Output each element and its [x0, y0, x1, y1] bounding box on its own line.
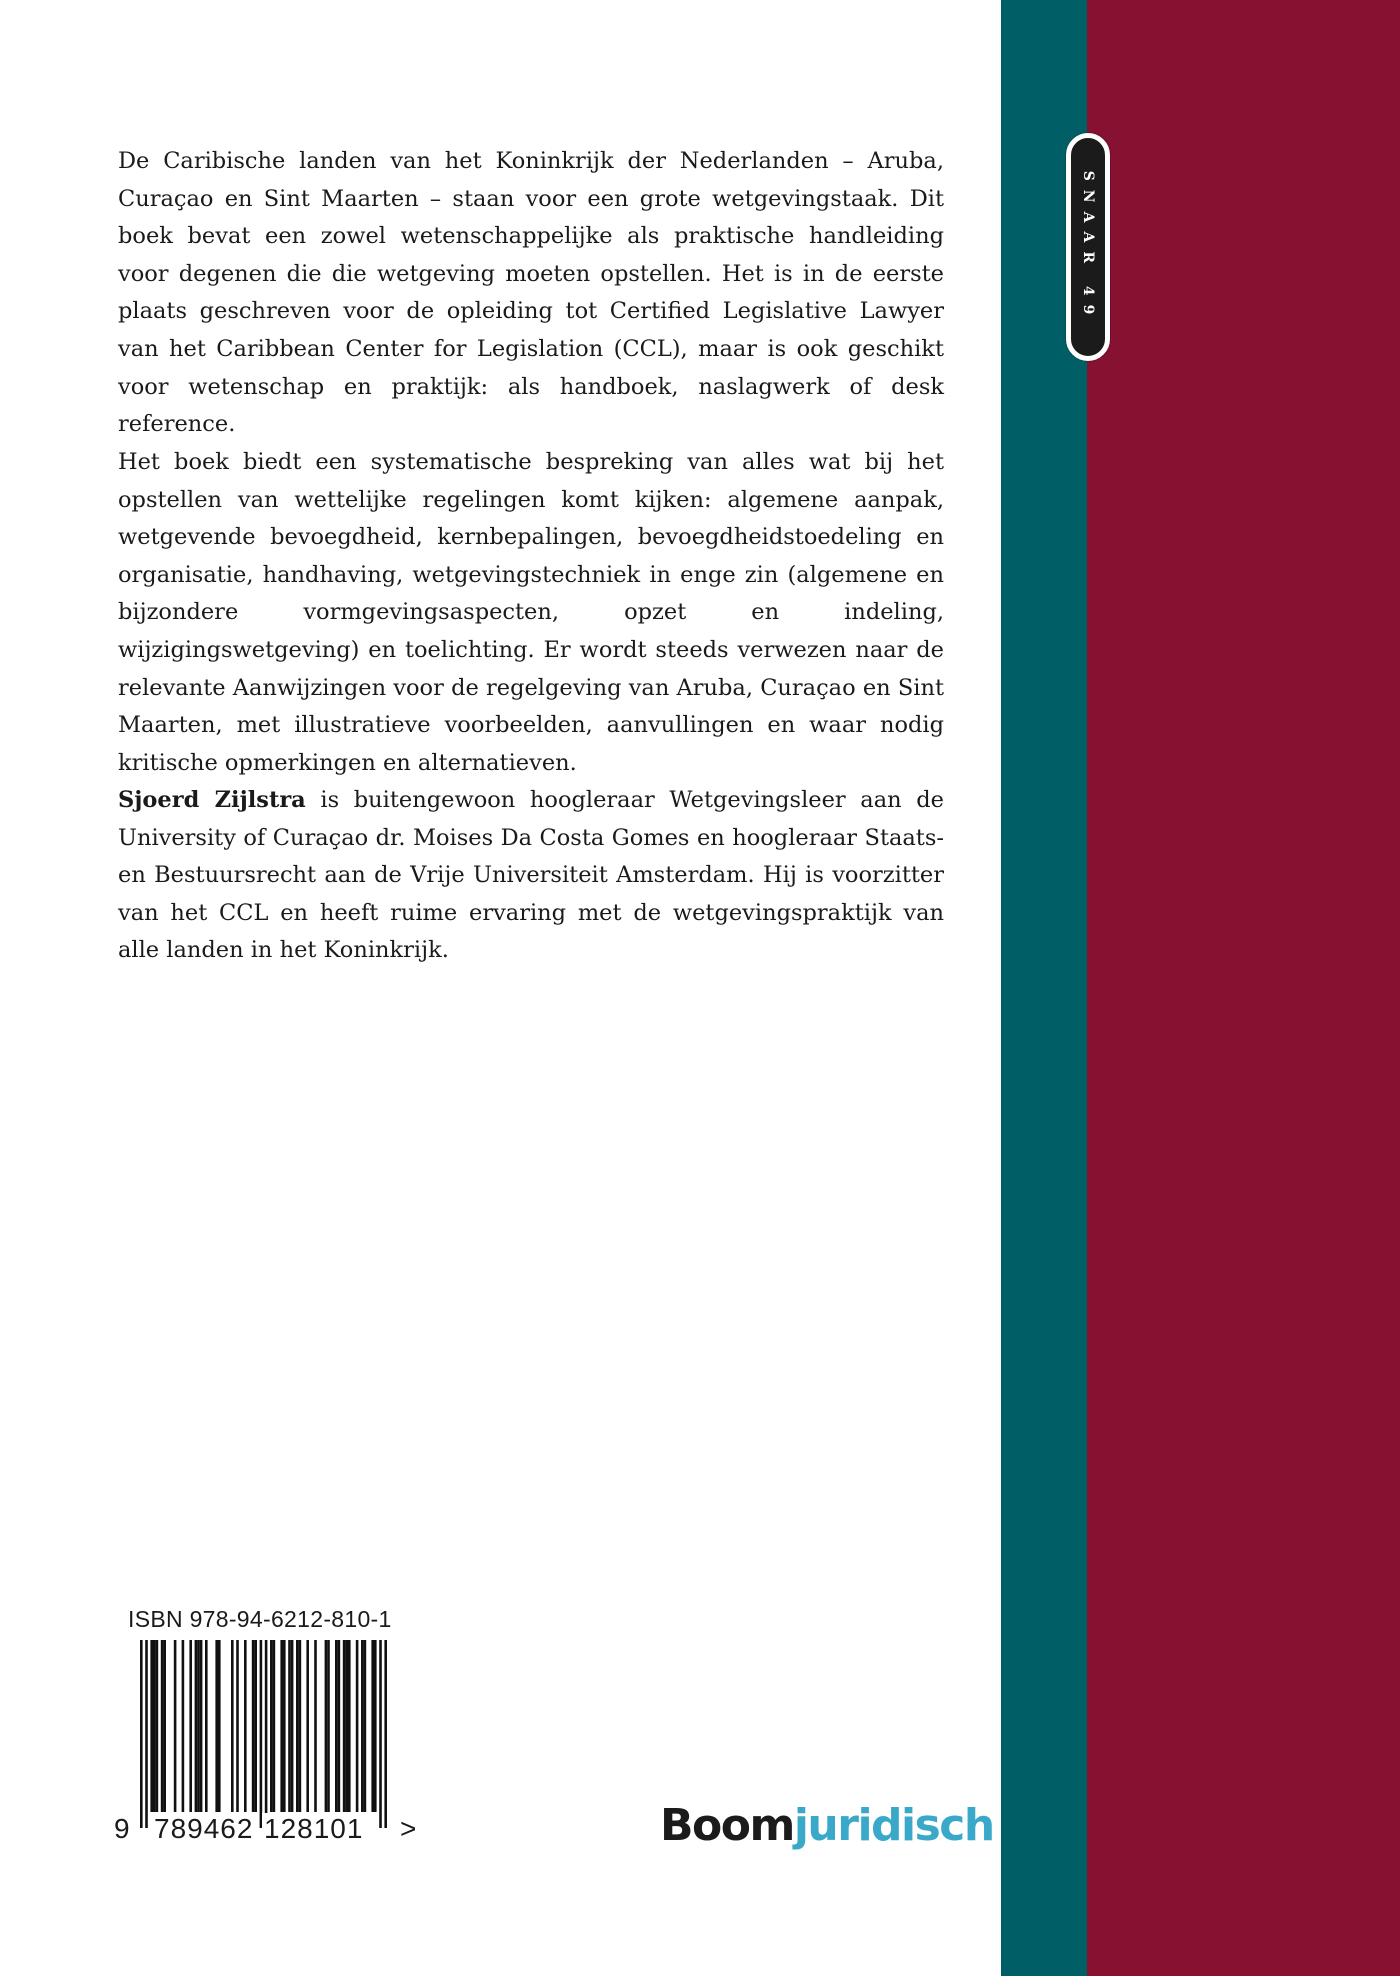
barcode-bar [244, 1640, 247, 1812]
spine-burgundy-band [1087, 0, 1400, 1976]
barcode-bar [356, 1640, 359, 1812]
blurb-paragraph-1: De Caribische landen van het Koninkrijk der Nederlanden – Aruba, Curaçao en Sint Maarten – staan voor een grote wetgevingstaak. Dit boek bevat een zowel wetenschappelijke als praktische handleiding voor degenen die die wetgeving moeten opstellen. Het is in de eerste plaats geschreven voor de opleiding tot Certified Legislative Lawyer van het Caribbean Center for Legislation (CCL), maar is ook geschikt voor wetenschap en praktijk: als handboek, naslagwerk of desk reference. [118, 148, 944, 438]
barcode-bar [205, 1640, 208, 1812]
barcode-bar [283, 1640, 286, 1812]
barcode-bar [325, 1640, 328, 1812]
barcode-bar [265, 1640, 268, 1828]
author-paragraph [118, 782, 944, 970]
publisher-logo [660, 1800, 994, 1851]
barcode-bar [174, 1640, 177, 1812]
barcode-bar [140, 1640, 143, 1828]
publisher-logo-boom: Boom [660, 1800, 794, 1851]
barcode-bar [306, 1640, 309, 1812]
barcode-bar [252, 1640, 255, 1812]
barcode-bar [260, 1640, 263, 1828]
barcode-bar [273, 1640, 276, 1812]
barcode-bar [364, 1640, 367, 1812]
barcode-bar [156, 1640, 159, 1812]
barcode-bar [145, 1640, 148, 1828]
barcode-bar [163, 1640, 166, 1812]
barcode-bar [374, 1640, 377, 1812]
barcode-digits-left: 789462 [154, 1813, 254, 1844]
publisher-logo-juridisch: juridisch [793, 1800, 994, 1851]
barcode [140, 1640, 400, 1828]
barcode-bar [327, 1640, 330, 1812]
barcode-bar [161, 1640, 164, 1812]
barcode-bar [291, 1640, 294, 1812]
barcode-bar [345, 1640, 348, 1812]
isbn-label: ISBN 978-94-6212-810-1 [128, 1606, 392, 1632]
barcode-bar [182, 1640, 185, 1812]
barcode-bar [218, 1640, 221, 1812]
barcode-bar [189, 1640, 192, 1812]
barcode-bar [236, 1640, 239, 1812]
author-bio: is buitengewoon hoogleraar Wetgevingsleer aan de University of Curaçao dr. Moises Da Costa Gomes en hoogleraar Staats- en Bestuursrecht aan de Vrije Universiteit Amsterdam. Hij is voorzitter van het CCL en heeft ruime ervaring met de wetgevingspraktijk van alle landen in het Koninkrijk. [118, 787, 944, 964]
barcode-bar [195, 1640, 198, 1812]
barcode-bar [197, 1640, 200, 1812]
barcode-digits-right: 128101 [264, 1813, 364, 1844]
barcode-bar [371, 1640, 374, 1812]
barcode-bar [150, 1640, 153, 1812]
barcode-quiet-zone-arrow: > [400, 1813, 418, 1844]
barcode-bar [215, 1640, 218, 1812]
barcode-bar [348, 1640, 351, 1812]
barcode-digit-lead: 9 [114, 1813, 131, 1844]
series-label: SNAAR 49 [1080, 170, 1096, 324]
barcode-bar [314, 1640, 317, 1812]
barcode-bar [296, 1640, 299, 1812]
author-name: Sjoerd Zijlstra [118, 787, 306, 813]
barcode-bar [338, 1640, 341, 1812]
barcode-bar [270, 1640, 273, 1812]
barcode-bar [200, 1640, 203, 1812]
barcode-bar [384, 1640, 387, 1828]
barcode-bar [379, 1640, 382, 1828]
barcode-bar [153, 1640, 156, 1812]
barcode-bar [335, 1640, 338, 1812]
series-label-badge [1066, 133, 1110, 361]
barcode-bar [280, 1640, 283, 1812]
barcode-bar [343, 1640, 346, 1812]
barcode-bar [231, 1640, 234, 1812]
barcode-bar [288, 1640, 291, 1812]
barcode-bar [299, 1640, 302, 1812]
barcode-bar [254, 1640, 257, 1812]
blurb-paragraph-2: Het boek biedt een systematische bespreking van alles wat bij het opstellen van wettelijke regelingen komt kijken: algemene aanpak, wetgevende bevoegdheid, kernbepalingen, bevoegdheidstoedeling en organisatie, handhaving, wetgevingstechniek in enge zin (algemene en bijzondere vormgevingsaspecten, opzet en indeling, wijzigingswetgeving) en toelichting. Er wordt steeds verwezen naar de relevante Aanwijzingen voor de regelgeving van Aruba, Curaçao en Sint Maarten, met illustratieve voorbeelden, aanvullingen en waar nodig kritische opmerkingen en alternatieven. [118, 449, 944, 776]
barcode-bar [361, 1640, 364, 1812]
